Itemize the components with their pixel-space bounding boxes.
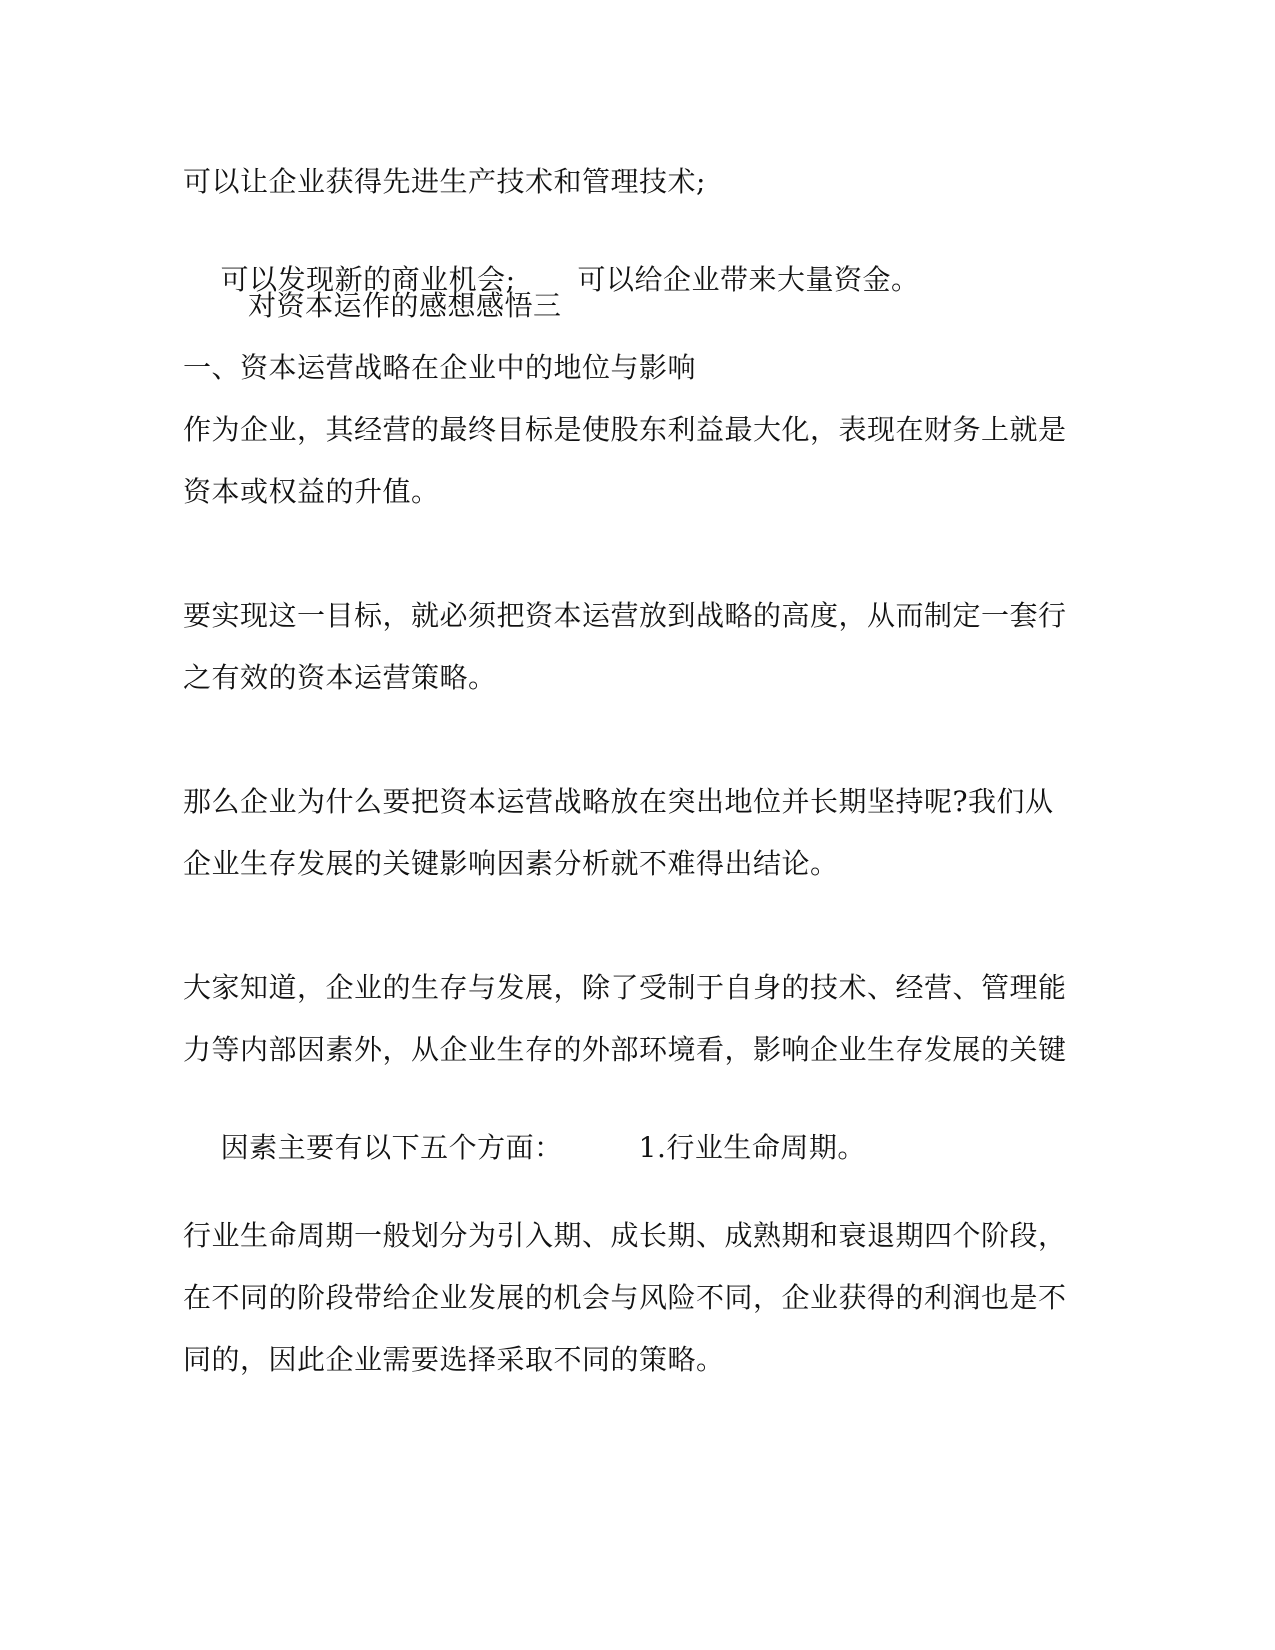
body-line: 同的，因此企业需要选择采取不同的策略。 [183,1343,725,1376]
body-line: 在不同的阶段带给企业发展的机会与风险不同，企业获得的利润也是不 [183,1281,1067,1314]
body-line: 可以让企业获得先进生产技术和管理技术; [183,165,706,198]
line-segment: 可以给企业带来大量资金。 [577,263,920,296]
line-segment: 可以发现新的商业机会; [220,263,516,296]
body-line [183,1094,866,1202]
body-line: 行业生命周期一般划分为引入期、成长期、成熟期和衰退期四个阶段， [183,1219,1067,1252]
body-line: 那么企业为什么要把资本运营战略放在突出地位并长期坚持呢?我们从 [183,785,1054,818]
body-line: 资本或权益的升值。 [183,475,440,508]
body-line: 力等内部因素外，从企业生存的外部环境看，影响企业生存发展的关键 [183,1033,1067,1066]
body-line: 大家知道，企业的生存与发展，除了受制于自身的技术、经营、管理能 [183,971,1067,1004]
body-line: 作为企业，其经营的最终目标是使股东利益最大化，表现在财务上就是 [183,413,1067,446]
section-heading: 一、资本运营战略在企业中的地位与影响 [183,351,697,384]
body-line: 之有效的资本运营策略。 [183,661,497,694]
line-segment: 1.行业生命周期。 [638,1131,866,1164]
body-line: 企业生存发展的关键影响因素分析就不难得出结论。 [183,847,839,880]
section-title: 对资本运作的感想感悟三 [248,289,562,322]
line-segment: 因素主要有以下五个方面： [220,1131,563,1164]
body-line: 要实现这一目标，就必须把资本运营放到战略的高度，从而制定一套行 [183,599,1067,632]
